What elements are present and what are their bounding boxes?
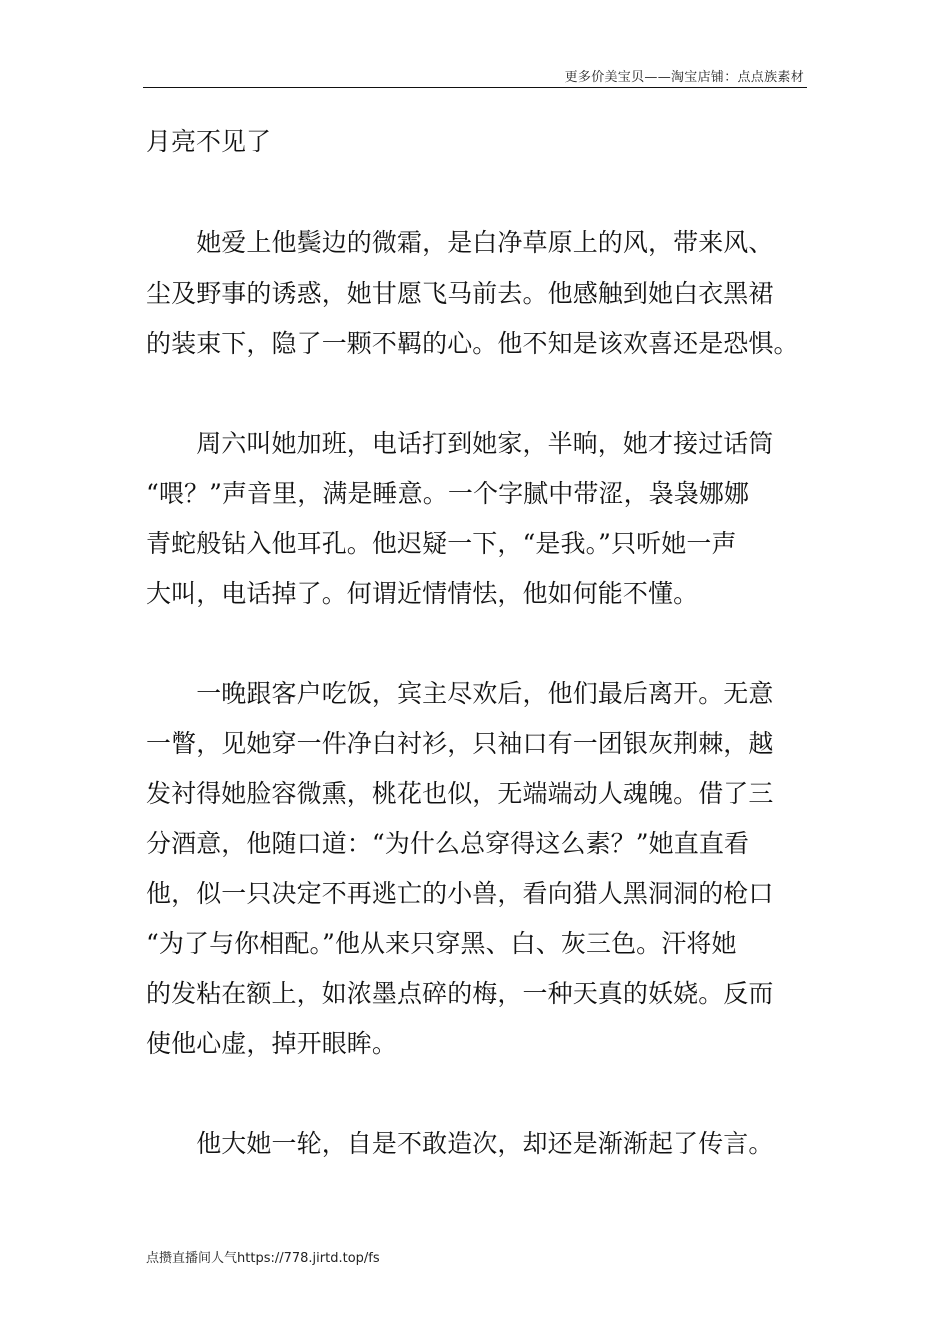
paragraph-line: 的发粘在额上，如浓墨点碎的梅，一种天真的妖娆。反而: [146, 979, 774, 1008]
paragraph-line: 的装束下，隐了一颗不羁的心。他不知是该欢喜还是恐惧。: [146, 329, 799, 358]
footer-link[interactable]: https://778.jirtd.top/fs: [237, 1251, 380, 1266]
paragraph-line: 一瞥，见她穿一件净白衬衫，只袖口有一团银灰荆棘，越: [146, 729, 774, 758]
footer-label: 点攒直播间人气: [146, 1251, 238, 1266]
paragraph-line: “为了与你相配。”他从来只穿黑、白、灰三色。汗将她: [146, 929, 737, 958]
paragraph-line: 大叫，电话掉了。何谓近情情怯，他如何能不懂。: [146, 579, 699, 608]
paragraph-line: 她爱上他鬓边的微霜，是白净草原上的风，带来风、: [146, 228, 774, 257]
paragraph-line: 青蛇般钻入他耳孔。他迟疑一下，“是我。”只听她一声: [146, 529, 737, 558]
paragraph-line: 他大她一轮，自是不敢造次，却还是渐渐起了传言。: [146, 1129, 774, 1158]
header-divider: [143, 87, 807, 88]
paragraph-line: 一晚跟客户吃饭，宾主尽欢后，他们最后离开。无意: [146, 679, 774, 708]
paragraph-line: 分酒意，他随口道：“为什么总穿得这么素？”她直直看: [146, 829, 750, 858]
page-header-text: 更多价美宝贝——淘宝店铺：点点族素材: [564, 70, 804, 85]
paragraph-line: 使他心虚，掉开眼眸。: [146, 1029, 398, 1058]
paragraph-line: 他，似一只决定不再逃亡的小兽，看向猎人黑洞洞的枪口: [146, 879, 774, 908]
article-title: 月亮不见了: [146, 127, 272, 156]
paragraph-line: 发衬得她脸容微熏，桃花也似，无端端动人魂魄。借了三: [146, 779, 774, 808]
paragraph-line: “喂？”声音里，满是睡意。一个字腻中带涩，袅袅娜娜: [146, 479, 750, 508]
paragraph-line: 周六叫她加班，电话打到她家，半晌，她才接过话筒: [146, 429, 774, 458]
paragraph-line: 尘及野事的诱惑，她甘愿飞马前去。他感触到她白衣黑裙: [146, 279, 774, 308]
page-footer: [146, 1247, 380, 1266]
